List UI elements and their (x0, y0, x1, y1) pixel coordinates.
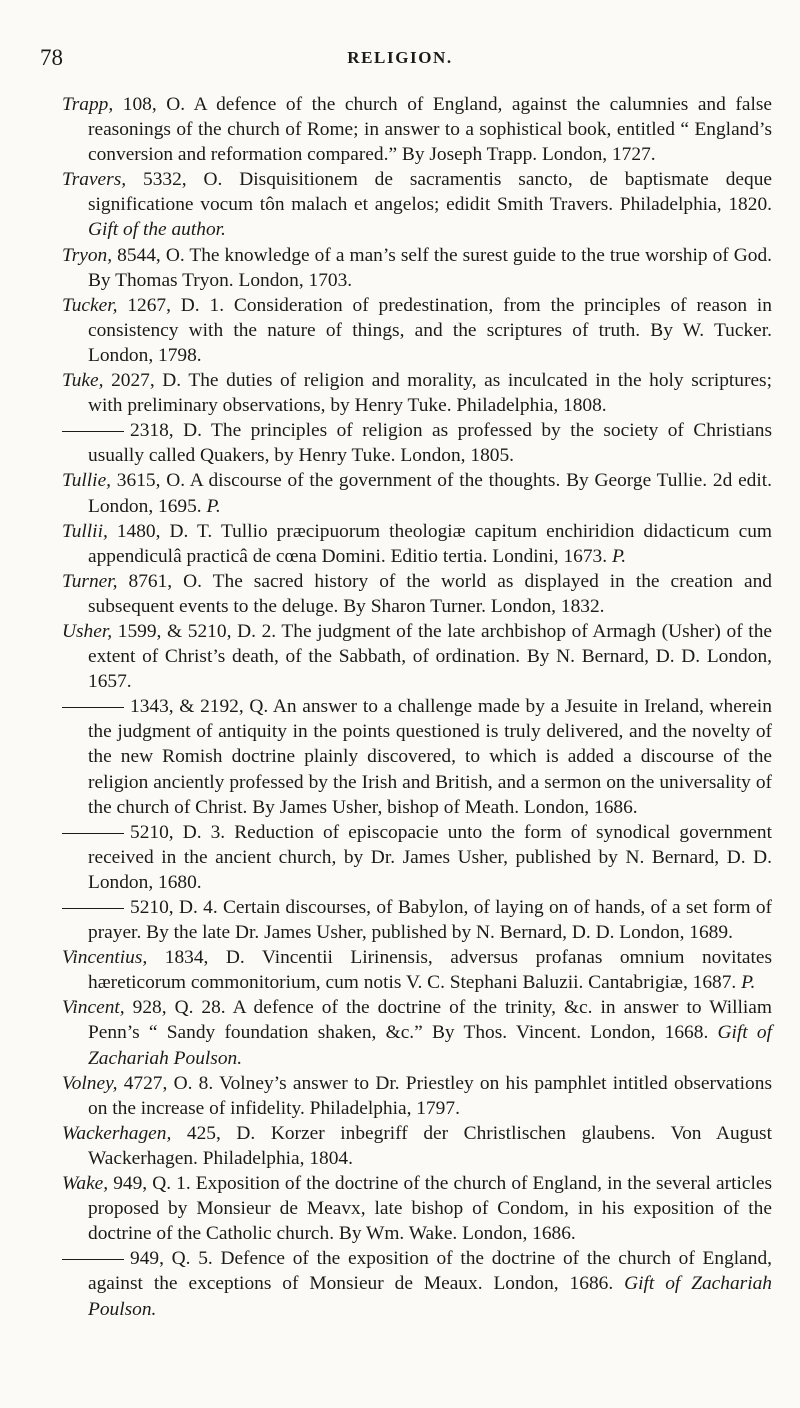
entry-text: 5210, D. 3. Reduction of episcopacie unto the form of synodical government received in the ancient church, by Dr. James Usher, published by N. Bernard, D. D. London, 1680. (88, 821, 772, 893)
entry-author: Wackerhagen, (62, 1122, 172, 1144)
entry-author: Vincent, (62, 997, 125, 1019)
catalog-entry (62, 895, 772, 945)
entry-text: 928, Q. 28. A defence of the doctrine of the trinity, &c. in answer to William Penn’s “ Sandy foundation shaken, &c.” By Thos. Vincent. London, 1668. (88, 997, 772, 1044)
catalog-entry (62, 820, 772, 895)
entry-author: Volney, (62, 1072, 118, 1094)
entry-text: 1834, D. Vincentii Lirinensis, adversus profanas omnium novitates hæreticorum commonitorium, cum notis V. C. Stephani Baluzii. Cantabrigiæ, 1687. (88, 947, 772, 994)
entry-author: Wake, (62, 1173, 109, 1195)
catalog-entry (62, 368, 772, 418)
catalog-entry (62, 468, 772, 518)
entry-text: 4727, O. 8. Volney’s answer to Dr. Priestley on his pamphlet intitled observations on the increase of infidelity. Philadelphia, 1797. (88, 1072, 772, 1119)
catalog-entry (62, 167, 772, 242)
entry-note: Gift of Zachariah Poulson. (88, 1273, 773, 1320)
entry-text: 5332, O. Disquisitionem de sacramentis sancto, de baptismate deque significatione vocum tôn malach et angelos; edidit Smith Travers. Philadelphia, 1820. (88, 169, 772, 216)
ditto-dash (62, 707, 124, 708)
entry-text: 3615, O. A discourse of the government of the thoughts. By George Tullie. 2d edit. London, 1695. (88, 470, 772, 517)
catalog-entry (62, 995, 772, 1070)
entry-note: P. (611, 545, 627, 567)
catalog-entry (62, 1246, 772, 1321)
catalog-entry (62, 92, 772, 167)
entry-text: 1480, D. T. Tullio præcipuorum theologiæ capitum enchiridion didacticum cum appendiculâ practicâ de cœna Domini. Editio tertia. Londini, 1673. (88, 520, 772, 567)
entry-author: Travers, (62, 169, 127, 191)
entry-author: Trapp, (62, 94, 114, 115)
page-header (40, 45, 760, 73)
catalog-entry (62, 519, 772, 569)
catalog-entry (62, 569, 772, 619)
entry-text: 108, O. A defence of the church of England, against the calumnies and false reasonings of the church of Rome; in answer to a sophistical book, entitled “ England’s conversion and reformation compared.” By Joseph Trapp. London, 1727. (88, 94, 772, 166)
catalog-entry (62, 694, 772, 819)
catalog-entry (62, 619, 772, 694)
entry-text: 949, Q. 5. Defence of the exposition of the doctrine of the church of England, against the exceptions of Monsieur de Meaux. London, 1686. (88, 1248, 772, 1295)
ditto-dash (62, 833, 124, 834)
ditto-dash (62, 1259, 124, 1260)
catalog-entry (62, 945, 772, 995)
entry-text: 1267, D. 1. Consideration of predestination, from the principles of reason in consistency with the nature of things, and the scriptures of truth. By W. Tucker. London, 1798. (88, 294, 772, 366)
entry-author: Tullii, (62, 520, 108, 542)
entry-note: P. (741, 972, 756, 994)
entry-author: Vincentius, (62, 947, 148, 969)
catalog-entry (62, 1071, 772, 1121)
ditto-dash (62, 908, 124, 909)
entry-author: Usher, (62, 620, 113, 642)
entry-text: 5210, D. 4. Certain discourses, of Babylon, of laying on of hands, of a set form of prayer. By the late Dr. James Usher, published by N. Bernard, D. D. London, 1689. (88, 897, 772, 944)
page-number: 78 (40, 45, 63, 70)
entry-text: 1343, & 2192, Q. An answer to a challenge made by a Jesuite in Ireland, wherein the judgment of antiquity in the points questioned is truly delivered, and the novelty of the new Romish doctrine plainly discovered, to which is added a discourse of the religion anciently professed by the Irish and British, and a sermon on the universality of the church of Christ. By James Usher, bishop of Meath. London, 1686. (88, 696, 772, 818)
entry-note: P. (206, 495, 221, 517)
entry-author: Tryon, (62, 244, 113, 266)
entry-text: 949, Q. 1. Exposition of the doctrine of the church of England, in the several articles proposed by Monsieur de Meavx, late bishop of Condom, in his exposition of the doctrine of the Catholic church. By Wm. Wake. London, 1686. (88, 1173, 772, 1245)
entry-author: Tucker, (62, 294, 118, 316)
catalog-entry (62, 1121, 772, 1171)
entry-text: 425, D. Korzer inbegriff der Christlischen glaubens. Von August Wackerhagen. Philadelphia, 1804. (88, 1122, 772, 1169)
entry-note: Gift of Zachariah Poulson. (88, 1022, 772, 1069)
catalog-entry (62, 293, 772, 368)
catalog-entry (62, 1171, 772, 1246)
entry-author: Turner, (62, 570, 118, 592)
catalog-entries (62, 92, 772, 1322)
entry-text: 2318, D. The principles of religion as professed by the society of Christians usually called Quakers, by Henry Tuke. London, 1805. (88, 420, 772, 467)
entry-note: Gift of the author. (88, 219, 226, 241)
catalog-entry (62, 418, 772, 468)
entry-author: Tullie, (62, 470, 112, 492)
entry-text: 8544, O. The knowledge of a man’s self the surest guide to the true worship of God. By Thomas Tryon. London, 1703. (88, 244, 772, 291)
ditto-dash (62, 431, 124, 432)
entry-text: 1599, & 5210, D. 2. The judgment of the late archbishop of Armagh (Usher) of the extent of Christ’s death, of the Sabbath, of ordination. By N. Bernard, D. D. London, 1657. (88, 620, 772, 693)
running-title: RELIGION. (347, 48, 453, 67)
entry-author: Tuke, (62, 370, 104, 392)
entry-text: 8761, O. The sacred history of the world as displayed in the creation and subsequent events to the deluge. By Sharon Turner. London, 1832. (88, 570, 772, 617)
entry-text: 2027, D. The duties of religion and morality, as inculcated in the holy scriptures; with preliminary observations, by Henry Tuke. Philadelphia, 1808. (88, 370, 772, 417)
catalog-entry (62, 243, 772, 293)
